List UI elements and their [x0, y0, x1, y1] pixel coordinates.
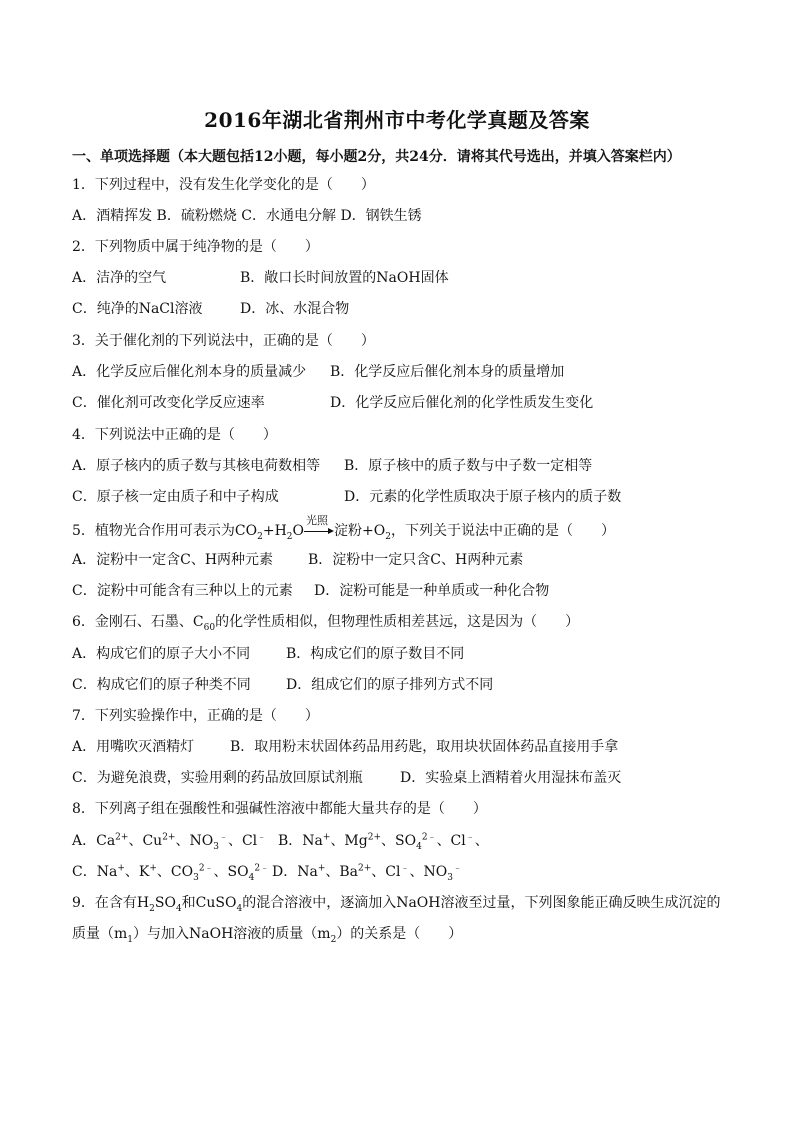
q9-line2-mid: ）与加入NaOH溶液的质量（m — [133, 926, 331, 942]
question-7-option-d: D．实验桌上酒精着火用湿抹布盖灭 — [400, 770, 622, 786]
question-3-option-b: B．化学反应后催化剂本身的质量增加 — [330, 364, 565, 380]
q9-line2-pre: 质量（m — [72, 926, 128, 942]
question-5-option-b: B．淀粉中一定只含C、H两种元素 — [308, 552, 524, 568]
question-6-option-b: B．构成它们的原子数目不同 — [286, 646, 465, 662]
q6-subscript: 60 — [203, 622, 216, 633]
question-4-option-b: B．原子核中的质子数与中子数一定相等 — [344, 458, 593, 474]
question-4-stem: 4．下列说法中正确的是（ ） — [72, 427, 277, 443]
question-6-option-d: D．组成它们的原子排列方式不同 — [286, 677, 494, 693]
q5-text-mid2: O — [292, 523, 305, 539]
q9-line2-post: ）的关系是（ ） — [336, 926, 463, 942]
question-7-option-a: A．用嘴吹灭酒精灯 — [72, 739, 195, 755]
question-7-option-c: C．为避免浪费，实验用剩的药品放回原试剂瓶 — [72, 770, 363, 786]
reaction-arrow-icon — [304, 514, 334, 537]
page-title: 2016年湖北省荆州市中考化学真题及答案 — [204, 108, 590, 132]
question-4-option-d: D．元素的化学性质取决于原子核内的质子数 — [344, 489, 622, 505]
q9-sub2: 2 — [330, 934, 337, 945]
q9-sub1: 1 — [127, 934, 134, 945]
q9-text-mid1: SO — [154, 895, 176, 911]
question-9-stem-line2 — [72, 925, 462, 943]
question-7-stem: 7．下列实验操作中，正确的是（ ） — [72, 708, 319, 724]
q5-text-post: ，下列关于说法中正确的是（ ） — [390, 523, 615, 539]
question-5-option-d: D．淀粉可能是一种单质或一种化合物 — [314, 583, 550, 599]
question-8-option-b: B．Na+、$Mg^{2+}$、$SO_4^{2﹣}$、Cl﹣、 — [278, 832, 489, 852]
question-3-stem: 3．关于催化剂的下列说法中，正确的是（ ） — [72, 333, 375, 349]
question-5-option-c: C．淀粉中可能含有三种以上的元素 — [72, 583, 293, 599]
question-3-option-c: C．催化剂可改变化学反应速率 — [72, 395, 265, 411]
q6-text-pre: 6．金刚石、石墨、C — [72, 614, 204, 630]
question-2-option-d: D．冰、水混合物 — [240, 301, 350, 317]
q5-text-pre: 5．植物光合作用可表示为CO — [72, 523, 258, 539]
q9-text-post: 的混合溶液中，逐滴加入NaOH溶液至过量，下列图象能正确反映生成沉淀的 — [242, 895, 721, 911]
question-2-option-a: A．洁净的空气 — [72, 270, 167, 286]
question-8-option-d: D．Na+、$Ba^{2+}$、Cl﹣、$NO_3^﹣$ — [272, 863, 462, 883]
question-4-option-a: A．原子核内的质子数与其核电荷数相等 — [72, 458, 321, 474]
q5-text-mid3: 淀粉+O — [334, 523, 386, 539]
question-5-stem: 5．植物光合作用可表示为$CO_2+H_2O$ 光照 淀粉$+O_2$，下列关于说法中正确的是（ ） — [72, 514, 615, 542]
question-9-stem-line1: 9．在含有$H_2SO_4$和CuSO$_4$的混合溶液中，逐滴加入NaOH溶液至过量，下列图象能正确反映生成沉淀的 — [72, 895, 721, 914]
question-4-option-c: C．原子核一定由质子和中子构成 — [72, 489, 279, 505]
question-8-option-a: A．$Ca^{2+}$、$Cu^{2+}$、$NO_3^﹣$、Cl﹣ — [72, 832, 267, 852]
question-1-stem: 1．下列过程中，没有发生化学变化的是（ ） — [72, 177, 375, 193]
q9-text-mid2: 和CuSO — [181, 895, 237, 911]
section-heading: 一、单项选择题（本大题包括12小题，每小题2分，共24分．请将其代号选出，并填入答案栏内） — [72, 149, 681, 165]
question-7-option-b: B．取用粉末状固体药品用药匙，取用块状固体药品直接用手拿 — [230, 739, 619, 755]
question-2-option-b: B．敞口长时间放置的NaOH固体 — [240, 270, 449, 286]
q6-text-post: 的化学性质相似，但物理性质相差甚远，这是因为（ ） — [215, 614, 580, 630]
question-2-stem: 2．下列物质中属于纯净物的是（ ） — [72, 239, 319, 255]
question-2-option-c: C．纯净的NaCl溶液 — [72, 301, 203, 317]
question-8-option-c: C．Na+、K+、$CO_3^{2﹣}$、$SO_4^{2﹣}$ — [72, 863, 270, 883]
question-8-stem: 8．下列离子组在强酸性和强碱性溶液中都能大量共存的是（ ） — [72, 801, 487, 817]
reaction-condition: 光照 — [306, 514, 329, 527]
q9-text-pre: 9．在含有H — [72, 895, 150, 911]
question-1-options: A．酒精挥发 B．硫粉燃烧 C．水通电分解 D．钢铁生锈 — [72, 208, 422, 224]
question-6-stem — [72, 613, 579, 631]
q5-text-mid1: +H — [262, 523, 287, 539]
question-5-option-a: A．淀粉中一定含C、H两种元素 — [72, 552, 274, 568]
question-3-option-a: A．化学反应后催化剂本身的质量减少 — [72, 364, 307, 380]
question-6-option-a: A．构成它们的原子大小不同 — [72, 646, 251, 662]
question-6-option-c: C．构成它们的原子种类不同 — [72, 677, 251, 693]
question-3-option-d: D．化学反应后催化剂的化学性质发生变化 — [330, 395, 594, 411]
